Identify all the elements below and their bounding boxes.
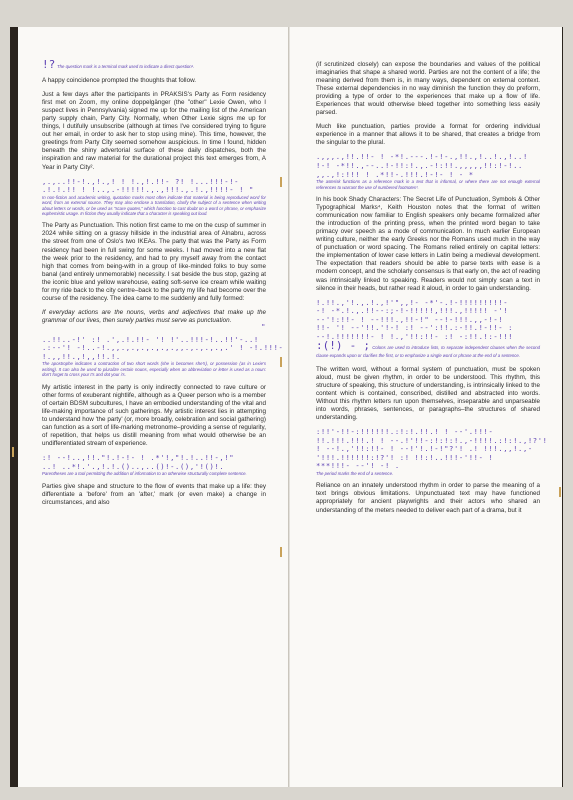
right-text-column xyxy=(316,61,548,521)
apostrophe-note: The apostrophe indicates a contraction of two short words (she is becomes she's), or possession (as in Lexie's writing). It can also be used to pluralize certain nouns, especially when an abbreviation or letter is used as a noun: don't forget to cross your t's and dot your i's. xyxy=(42,361,266,378)
colon-line xyxy=(316,338,541,360)
paragraph-intro: A happy coincidence prompted the thoughts that follow. xyxy=(42,77,197,85)
asterisk-note: The asterisk functions as a reference mark in a text that is informal, or where there are not enough external references to warrant the use of numbered footnotes³. xyxy=(316,179,540,190)
colon-note: Colons are used to introduce lists, to separate independent clauses when the second clause expands upon or clarifies the first, or to emphasize a single word or phrase at the end of a sentence. xyxy=(316,344,541,358)
period-note: The period marks the end of a sentence. xyxy=(316,470,394,476)
binding-edge-left xyxy=(10,27,18,787)
edge-mark xyxy=(12,447,14,457)
head-line xyxy=(42,58,266,71)
punctuation-sequence-3: :! --!..,!!."!.!-!- ! .*'!,"!.!..!!-,!" ..! ..*!.'.,!.!.()..,..()!-.(),'!()!. xyxy=(42,452,235,471)
paragraph-artistic-interest: My artistic interest in the party is only indirectly connected to rave culture or other forms of exuberant nightlife, although as a Queer person who is a member of certain BDSM subcultures, I have an embodied understanding of the vital and life-making importance of such gatherings. My artistic interest lies in attempting to understand how 'the party' (or, more broadly, celebration and social gathering) can function as a sort of life-marking metronome–providing a sense of regularity, of repetition, that helps us distill meaning from what would otherwise be an undifferentiated stream of experience. xyxy=(42,383,266,447)
binding-stitch xyxy=(280,357,282,367)
right-page xyxy=(290,27,562,787)
left-text-column xyxy=(42,58,284,513)
binding-stitch xyxy=(280,177,282,187)
punctuation-sequence-2: ..!!..-!' :! .',.!.!!- '! !'..!!!-!..!!'-..! .:--'! -!..-!.,,.,.,.,.,.,.,,.,.,.,.,.' ! -!.!!!- !.,,!!.,!,,!!.!. xyxy=(42,334,284,361)
paragraph-reliance: Reliance on an innately understood rhythm in order to parse the meaning of a text brings obvious limitations. Unpunctuated text may have functioned appropriately for ancient playwrights and their actors who shared an understanding of the meters needed to deliver each part of a drama, but it xyxy=(316,482,540,514)
binding-stitch xyxy=(280,547,282,557)
punctuation-sequence-4: .,,,.,!!.!!- ! -*!.---.!-!-.,!!.,!..!.,!..! !-! -*!!.,--..!-!!:!.,.-!:!!.,,,,,!!:!-!.. ,,.,!:!!! ! .*!!-.!!!.!-!- ! - * xyxy=(316,152,528,179)
quotation-mark-note: In non-fiction and academic writing, quotation marks most often indicate that material is being reproduced word for word, from an external source. They may also enclose a translation, clarify the subject of a sentence when writing about letters or words, or be used as "scare quotes," which function to cast doubt on a word or phrase, or emphasize euphemistic usage. In fiction they usually indicate that a character is speaking out loud. xyxy=(42,194,266,216)
punctuation-sequence-5: !.!!.,'!.,.!.,!'",,!- -*'-.!-!!!!!!!!!- -! -*.!.,.!!--:;-!-!!!!!,!!!.,!!!!! -'! --'!:!!- ! --!!!.,!!-!" --!-!!!.,,-!-! !!- '! --'!!.'!-! :! --':!!.:-!!.!-!!- : --!.!!!!!!!- ! !.,'!!:!!- :! -:!!.!:-!!! xyxy=(316,297,514,341)
parentheses-note: Parentheses are a tool permitting the addition of information to an otherwise structurally complete sentence. xyxy=(42,471,247,477)
paragraph-ordering-experience: Much like punctuation, parties provide a format for ordering individual experience in a manner that allows it to be shared, that creates a bridge from the singular to the plural. xyxy=(316,123,540,147)
paragraph-party-as-punctuation: The Party as Punctuation. This notion first came to me on the cusp of summer in 2024 while sitting on a grassy hillside in the industrial area of Alnabru, across the street from one of Oslo's two IKEAs. The party that was the Party as Form residency had been in full swing for some weeks. I had moved into a new flat the week prior to the residency, and had to pry myself away from the contact high that comes from being-with in a group of like-minded folks to buy some banal (and entirely unmemorable) necessity. I sat beside the bus stop, gazing at the iconic blue and yellow warehouse, eating soft-serve ice cream while waiting for my ride back to the city centre–back to the party my life had become over the course of the residency. The idea came to me suddenly and fully formed: xyxy=(42,222,266,302)
punctuation-sequence-1: ,.,..!!-!.,!.,! ! !.,!.!!- ?! !...!!!-!- .!.!.!! ! !..,.-!!!!!.,.,!!!.,.!.,!!!!- ! " xyxy=(42,176,254,195)
punctuation-sequence-6: :!!'-!!-:!!!!!!.:!:!.!!.! ! --'.!!!- !!.!!!.!!!.! ! --.!'!!-:!:!:!.,-!!!!.:!:!.,!?'! ! --!.,'!!:!!- ! --!'!.!-!"?'! .! !!!.,,!.,- '!!!.!!!!!!:!?'! :! !!:!..!!!-'!!- ! ***!!!- --'! -! . xyxy=(316,427,548,471)
colon-symbol: :(!) - ; xyxy=(316,338,370,352)
paragraph-written-word: The written word, without a formal system of punctuation, must be spoken aloud, must be given rhythm, in order to be understood. This rhythm, this structure of speaking, this structure of understanding, is intrinsically linked to the content which is contained, conscribed, distilled and abstracted into words. Without this rhythm letters run upon themselves, inseparable and unparseable into words, phrases, sentences, or paragraphs–the structures of shared understanding. xyxy=(316,365,540,421)
question-exclamation-symbol: !? xyxy=(42,58,56,71)
question-mark-note: The question mark is a terminal mark used to indicate a direct question¹. xyxy=(57,64,195,69)
pull-quote: If everyday actions are the nouns, verbs and adjectives that make up the grammar of our lives, then surely parties must serve as punctuation. xyxy=(42,308,266,324)
paragraph-scrutinized: (if scrutinized closely) can expose the boundaries and values of the political imaginaries that shape a shared world. Parties are not the content of a life; the meaning derived from them is, in many ways, dependent on external context. These external dependencies in no way diminish the function they do preform, providing a type of order to the experiences that make up a flow of life. Experiences that would otherwise bleed together into something less easily parsed. xyxy=(316,61,540,117)
paragraph-party-city: Just a few days after the participants in PRAKSIS's Party as Form residency first met on Zoom, my online doppelgänger (the "other" Lexie Owen, who I suspect lives in Pennsylvania) signed me up for the mailing list of the American party supply chain, Party City. Normally, when Other Lexie signs me up for things, I dutifully unsubscribe (although at times I've considered trying to figure out her email, in order to ask her to stop using mine). This time, however, the greetings from Party City seemed somehow auspicious. In time I found, hidden beneath the shiny advertorial surface of these daily dispatches, both the inspiration and raw material for the durational project this text emerges from, A Year in Party City². xyxy=(42,91,266,171)
edge-mark xyxy=(559,487,561,497)
booklet-spread xyxy=(10,27,563,787)
left-page xyxy=(18,27,290,787)
paragraph-shady-characters: In his book Shady Characters: The Secret Life of Punctuation, Symbols & Other Typographical Marks⁴, Keith Houston notes that the format of written communication now familiar to English speakers only became formalized after the introduction of the printing press, when the printed word began to take primacy over speech as a mode of communication. In much earlier European writing culture, neither the early Greeks nor the Romans used much in the way of punctuation or word spacing. The Romans relied entirely on capital letters: the implementation of lower case letters in Latin being a medieval development. The expectation that readers should be able to parse texts with ease is a modern concept, and the scholarly consensus is that early on, the act of reading was intrinsically linked to speaking. Readers would not simply scan a text in silence in their heads, but rather read it aloud, in order to gain understanding. xyxy=(316,196,540,292)
paragraph-parties-structure: Parties give shape and structure to the flow of events that make up a life: they differentiate a 'before' from an 'after,' mark (or even make) a change in circumstances, and also xyxy=(42,482,266,506)
quote-mark-symbol: " xyxy=(261,321,266,331)
